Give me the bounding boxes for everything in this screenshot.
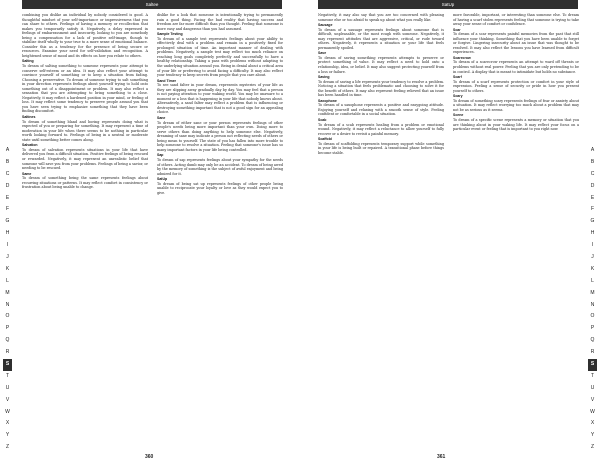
entry-title: Scary — [453, 94, 463, 99]
left-index-letter-u[interactable]: U — [5, 384, 10, 391]
entry-body: To dream of either sane or your person represents feelings of other people's needs being more important than your own. Doing more to serve others than doing anything to help someone else. Negatively, dreaming of sane may indicate a person not reflecting needs of others or being mean to yourself. The state of you has fallen into more trouble to help someone to resolve a situation. Feeling that someone's issue has so many important factors in your life being controlled. — [157, 120, 283, 152]
right-index-letter-b[interactable]: B — [590, 158, 595, 165]
right-index-letter-t[interactable]: T — [590, 372, 595, 379]
entry-body: To dream of a scar represents painful memories from the past that still influence your thinking. Something that you have been unable to forget or forgive. Lingering insecurity about an issue that was thought to be resolved. It may also reflect the lessons you have learned from difficult experiences. — [453, 32, 579, 55]
entry-body: To dream of something bland and boring represents doing what is expected of you or preparing for something. It may represent a time of moderation in your life when there seems to be nothing in particular worth looking forward to. Feelings of being in a neutral or moderate state until something better comes along. — [22, 119, 148, 142]
left-alphabet-index — [3, 145, 12, 454]
entry-body: To dream of something being the same represents feelings about recurring situations or patterns. It may reflect comfort in consistency or frustration about being unable to change. — [22, 176, 148, 190]
entry-body: To dream of saving a life represents your tendency to resolve a problem. Noticing a situation that feels problematic and choosing to solve it for the benefit of others. It may also represent feeling relieved that an issue has been handled in time. — [318, 79, 444, 98]
entry-body: To dream of a sample test represents feelings about your ability to effectively deal with a problem and remain in a positively fixed for prolonged situation of time. An important manner of dealing with problems. Negatively, a sample test may reflect too much reliance on reaching long goals completely perfectly and successfully to have a healthy relationship. Taking a pass with problems without adapting to the underlying situation around you. Being in denial about a critical area of your life or preferring to avoid facing a difficulty. It may also reflect your tendency to keep secrets from people that you care about. — [157, 36, 283, 78]
right-index-letter-n[interactable]: N — [590, 301, 595, 308]
left-index-letter-k[interactable]: K — [5, 265, 10, 272]
right-index-letter-v[interactable]: V — [590, 396, 595, 403]
left-index-letter-w[interactable]: W — [5, 408, 10, 415]
right-alphabet-index — [588, 145, 597, 454]
left-index-letter-n[interactable]: N — [5, 301, 10, 308]
right-index-letter-w[interactable]: W — [590, 408, 595, 415]
entry-body: To dream of a specific scene represents a memory or situation that you are thinking about in your waking life. It may reflect your focus on a particular event or feeling that is important to you right now. — [453, 118, 579, 132]
right-index-letter-g[interactable]: G — [590, 218, 595, 225]
right-column-1 — [318, 13, 444, 443]
left-index-letter-j[interactable]: J — [6, 254, 9, 261]
right-column-2 — [453, 13, 579, 443]
left-index-letter-r[interactable]: R — [5, 349, 10, 356]
entry-body: To dream of sap represents feelings about your sympathy for the needs of others. Acting dumb may only be an accident. To dream of being awed by the memory of something is the subject of awful enjoyment and being admired for it. — [157, 157, 283, 176]
left-index-letter-i[interactable]: I — [6, 242, 9, 249]
left-index-letter-t[interactable]: T — [5, 372, 10, 379]
right-index-letter-o[interactable]: O — [590, 313, 595, 320]
right-index-letter-s[interactable]: S — [588, 359, 597, 371]
entry-title: SatUp — [157, 177, 168, 182]
right-index-letter-p[interactable]: P — [590, 325, 595, 332]
left-column-2 — [157, 13, 283, 443]
entry-body: To dream of scaffolding represents temporary support while something in your life is being built or repaired. A transitional phase before things become stable. — [318, 141, 444, 155]
left-index-letter-p[interactable]: P — [5, 325, 10, 332]
left-column-1 — [22, 13, 148, 443]
left-index-letter-e[interactable]: E — [5, 194, 10, 201]
entry-body: To dream of saving something represents attempts to preserve or protect something of value. It may reflect a need to hold onto a relationship, idea, or belief. It may also suggest protecting yourself from a loss or failure. — [318, 55, 444, 74]
entry-body: To dream of a scarecrow represents an attempt to ward off threats or problems without real power. Feeling that you are only pretending to be in control. A display that is meant to intimidate but holds no substance. — [453, 60, 579, 74]
entry-body: dislike for a look that someone is intentionally trying to permanently ruin a good thing. Facing the bad reality that having success and freedom are far more difficult than you thought. Feeling that someone is more easy and dangerous than you had assumed. — [157, 13, 283, 31]
left-index-letter-y[interactable]: Y — [5, 432, 10, 439]
entry-body: To dream of salting something to someone represents your attempt to conserve self-esteem or an idea. It may also reflect your attempt to convince yourself of something or to keep a situation from fading. Choosing a preservative. To dream of someone trying to salt something in your direction represents feelings about yourself trying to hold onto something out of a disappointment or problem. It may also reflect a sensation that you are attempting to bring something to a close. Negatively, it may reflect a hardened position in your mind, or feeling of loss. It may reflect some tendency to preserve people around you that you have seen trying to emphasize something that they have been finding discomfort. — [22, 64, 148, 114]
entry-body: To dream of a sausage represents feelings about someone that is difficult, unpleasable, or the most rough with someone. Negatively, it may represent attitudes that are aggressive, critical, or rude toward others. Negatively, it represents a situation or your life that feels permanently spoiled. — [318, 27, 444, 50]
right-index-letter-k[interactable]: K — [590, 265, 595, 272]
left-index-letter-f[interactable]: F — [5, 206, 10, 213]
entry-body: To dream of something scary represents feelings of fear or anxiety about a situation. It may reflect worrying too much about a problem that may not be as serious as it seems. — [453, 98, 579, 112]
entry-body: To dream of being sat up represents feelings of other people being unable to reciprocate your loyalty or love as they would expect you to give. — [157, 181, 283, 195]
left-index-letter-v[interactable]: V — [5, 396, 10, 403]
right-index-letter-d[interactable]: D — [590, 182, 595, 189]
entry-title: Scar — [453, 27, 461, 32]
left-index-letter-q[interactable]: Q — [5, 337, 10, 344]
left-index-letter-c[interactable]: C — [5, 170, 10, 177]
entry-title: Sample Testing — [157, 32, 183, 37]
left-index-letter-b[interactable]: B — [5, 158, 10, 165]
right-index-letter-e[interactable]: E — [590, 194, 595, 201]
right-index-letter-c[interactable]: C — [590, 170, 595, 177]
right-index-letter-z[interactable]: Z — [590, 444, 595, 451]
left-index-letter-s[interactable]: S — [3, 359, 12, 371]
entry-title: Sap — [157, 153, 164, 158]
left-index-letter-a[interactable]: A — [5, 147, 10, 153]
right-page-number: 361 — [437, 454, 446, 460]
entry-title: Scab — [318, 118, 327, 123]
entry-title: Sausage — [318, 23, 333, 28]
right-index-letter-a[interactable]: A — [590, 147, 595, 153]
right-index-letter-r[interactable]: R — [590, 349, 595, 356]
entry-title: Sane — [157, 116, 166, 121]
right-index-letter-u[interactable]: U — [590, 384, 595, 391]
entry-body: combining you dislike an individual by nobody considered is good. A thoughtful mindset of your self-importance or impressiveness that you can share to others. Feelings of having a memory or recollection that makes you temporarily satisfy it. Negatively, a delay expressed in feelings of embarrassment and insecurity, looking to you are somebody being a compensation for a lack of positive self-image, though to stabilize itself wholly to your true to a more sense of emotional balance. Consider this as a tendency for the presence of being secure or resources. Examine your need for self-validation and recognition. A heightened sense of mood and its effects on how you relate to others. — [22, 13, 148, 58]
right-index-letter-h[interactable]: H — [590, 230, 595, 237]
right-index-letter-m[interactable]: M — [590, 289, 595, 296]
right-running-header: SatUp — [318, 0, 578, 9]
entry-title: Saving — [318, 75, 330, 80]
left-index-letter-g[interactable]: G — [5, 218, 10, 225]
left-running-header: Saltee — [22, 0, 282, 9]
entry-title: Salvation — [22, 143, 38, 148]
entry-title: Salting — [22, 59, 34, 64]
right-index-letter-y[interactable]: Y — [590, 432, 595, 439]
entry-body: To see sand falter in your dream, represents mysteries of your life as they are slipping away gradually day by day. You may feel that a person is not paying attention to your waking world. You may be unaware to a moment or a loss that is happening in your life that nobody knows about. Alternatively, a sand falter may reflect a problem that is influencing or destroying something important that is not a good sign for an appealing choice. — [157, 83, 283, 115]
entry-body: To dream of salvation represents situations in your life that have delivered you from a difficult situation. Positive feelings of being rescued or rewarded. Negatively, it may represent an unrealistic belief that someone will save you from your problems. Feelings of being a savior, or needing to be rescued. — [22, 147, 148, 171]
left-index-letter-z[interactable]: Z — [5, 444, 10, 451]
right-index-letter-q[interactable]: Q — [590, 337, 595, 344]
right-columns — [318, 13, 580, 443]
entry-body: Negatively, it may also say that you are too concerned with pleasing someone else or too afraid to speak up about what you really like. — [318, 13, 444, 22]
left-page-number: 360 — [145, 454, 154, 460]
entry-title: Same — [22, 171, 32, 176]
left-index-letter-x[interactable]: X — [5, 420, 10, 427]
right-index-letter-f[interactable]: F — [590, 206, 595, 213]
entry-title: Saltines — [22, 115, 36, 120]
left-columns — [22, 13, 284, 443]
entry-title: Scarf — [453, 75, 462, 80]
entry-body: more favorable, important, or interesting than someone else. To dream of having a scarf stolen represents feeling that someone is trying to take away your sense of comfort or confidence. — [453, 13, 579, 27]
entry-title: Sand Timer — [157, 78, 176, 83]
right-page — [300, 0, 600, 466]
entry-title: Scaffold — [318, 137, 332, 142]
entry-title: Scarecrow — [453, 55, 471, 60]
entry-title: Saxophone — [318, 98, 337, 103]
right-index-letter-l[interactable]: L — [591, 277, 594, 284]
left-index-letter-m[interactable]: M — [5, 289, 10, 296]
entry-body: To dream of a scarf represents protection or comfort in your style of expression. Feeling a sense of security or pride in how you present yourself to others. — [453, 79, 579, 93]
entry-title: Scene — [453, 113, 464, 118]
right-index-letter-i[interactable]: I — [591, 242, 594, 249]
left-index-letter-d[interactable]: D — [5, 182, 10, 189]
left-index-letter-l[interactable]: L — [6, 277, 9, 284]
left-index-letter-h[interactable]: H — [5, 230, 10, 237]
right-index-letter-x[interactable]: X — [590, 420, 595, 427]
left-index-letter-o[interactable]: O — [5, 313, 10, 320]
entry-body: To dream of a saxophone represents a positive and easygoing attitude. Enjoying yourself and relaxing with a smooth sense of style. Feeling confident or comfortable in a social situation. — [318, 103, 444, 117]
entry-title: Save — [318, 51, 327, 56]
right-index-letter-j[interactable]: J — [591, 254, 594, 261]
entry-body: To dream of a scab represents healing from a problem or emotional wound. Negatively, it may reflect a reluctance to allow yourself to fully recover or a desire to revisit a painful memory. — [318, 122, 444, 136]
